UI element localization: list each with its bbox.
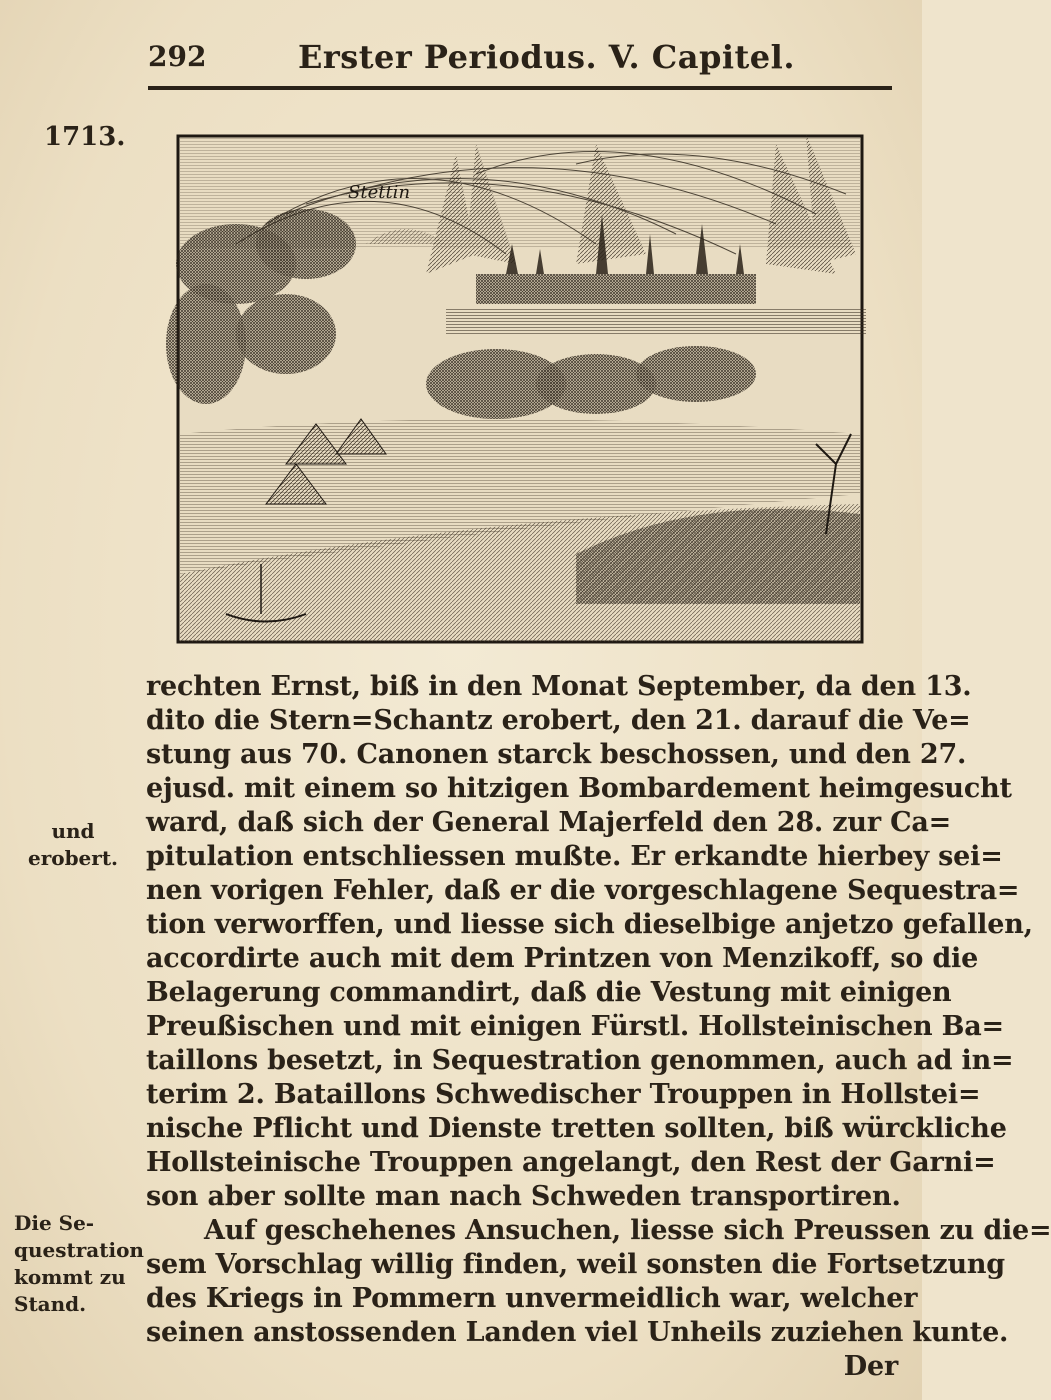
text-line: nen vorigen Fehler, daß er die vorgeschlagene Sequestra= (146, 875, 1020, 906)
text-line: des Kriegs in Pommern unvermeidlich war, welcher (146, 1283, 918, 1314)
margin-note-line: kommt zu (14, 1265, 126, 1289)
catchword: Der (843, 1351, 898, 1382)
page-number: 292 (148, 40, 207, 73)
margin-note-line: Die Se- (14, 1211, 95, 1235)
margin-note-erobert (18, 818, 128, 872)
text-line: pitulation entschliessen mußte. Er erkandte hierbey sei= (146, 841, 1003, 872)
margin-note-line: Stand. (14, 1292, 87, 1316)
text-line: rechten Ernst, biß in den Monat September, da den 13. (146, 671, 972, 702)
text-line: dito die Stern=Schantz erobert, den 21. darauf die Ve= (146, 705, 971, 736)
margin-note-line: und (51, 819, 95, 843)
text-line: ward, daß sich der General Majerfeld den 28. zur Ca= (146, 807, 952, 838)
running-head: Erster Periodus. V. Capitel. (298, 38, 795, 76)
margin-note-sequestration (14, 1210, 142, 1318)
text-line: seinen anstossenden Landen viel Unheils zuziehen kunte. (146, 1317, 1009, 1348)
margin-note-line: erobert. (27, 846, 119, 870)
text-line: tion verworffen, und liesse sich dieselbige anjetzo gefallen, (146, 909, 1033, 940)
text-line: sem Vorschlag willig finden, weil sonsten die Fortsetzung (146, 1249, 1005, 1280)
text-line: Preußischen und mit einigen Fürstl. Hollsteinischen Ba= (146, 1011, 1004, 1042)
text-line: Belagerung commandirt, daß die Vestung mit einigen (146, 977, 952, 1008)
text-line: terim 2. Bataillons Schwedischer Trouppen in Hollstei= (146, 1079, 981, 1110)
page-header (148, 36, 890, 84)
text-line: Hollsteinische Trouppen angelangt, den Rest der Garni= (146, 1147, 996, 1178)
margin-year: 1713. (44, 122, 126, 152)
text-line: nische Pflicht und Dienste tretten sollten, biß würckliche (146, 1113, 1007, 1144)
text-line: ejusd. mit einem so hitzigen Bombardement heimgesucht (146, 773, 1012, 804)
engraving-illustration (176, 134, 864, 644)
text-line: Auf geschehenes Ansuchen, liesse sich Preussen zu die= (204, 1215, 1051, 1246)
engraving-label: Stettin (348, 182, 411, 203)
text-line: accordirte auch mit dem Printzen von Menzikoff, so die (146, 943, 979, 974)
header-rule (148, 86, 892, 90)
margin-note-line: questration (14, 1238, 144, 1262)
text-line: stung aus 70. Canonen starck beschossen, und den 27. (146, 739, 967, 770)
body-text (146, 670, 1051, 1384)
text-line: taillons besetzt, in Sequestration genommen, auch ad in= (146, 1045, 1014, 1076)
text-line: son aber sollte man nach Schweden transportiren. (146, 1181, 901, 1212)
